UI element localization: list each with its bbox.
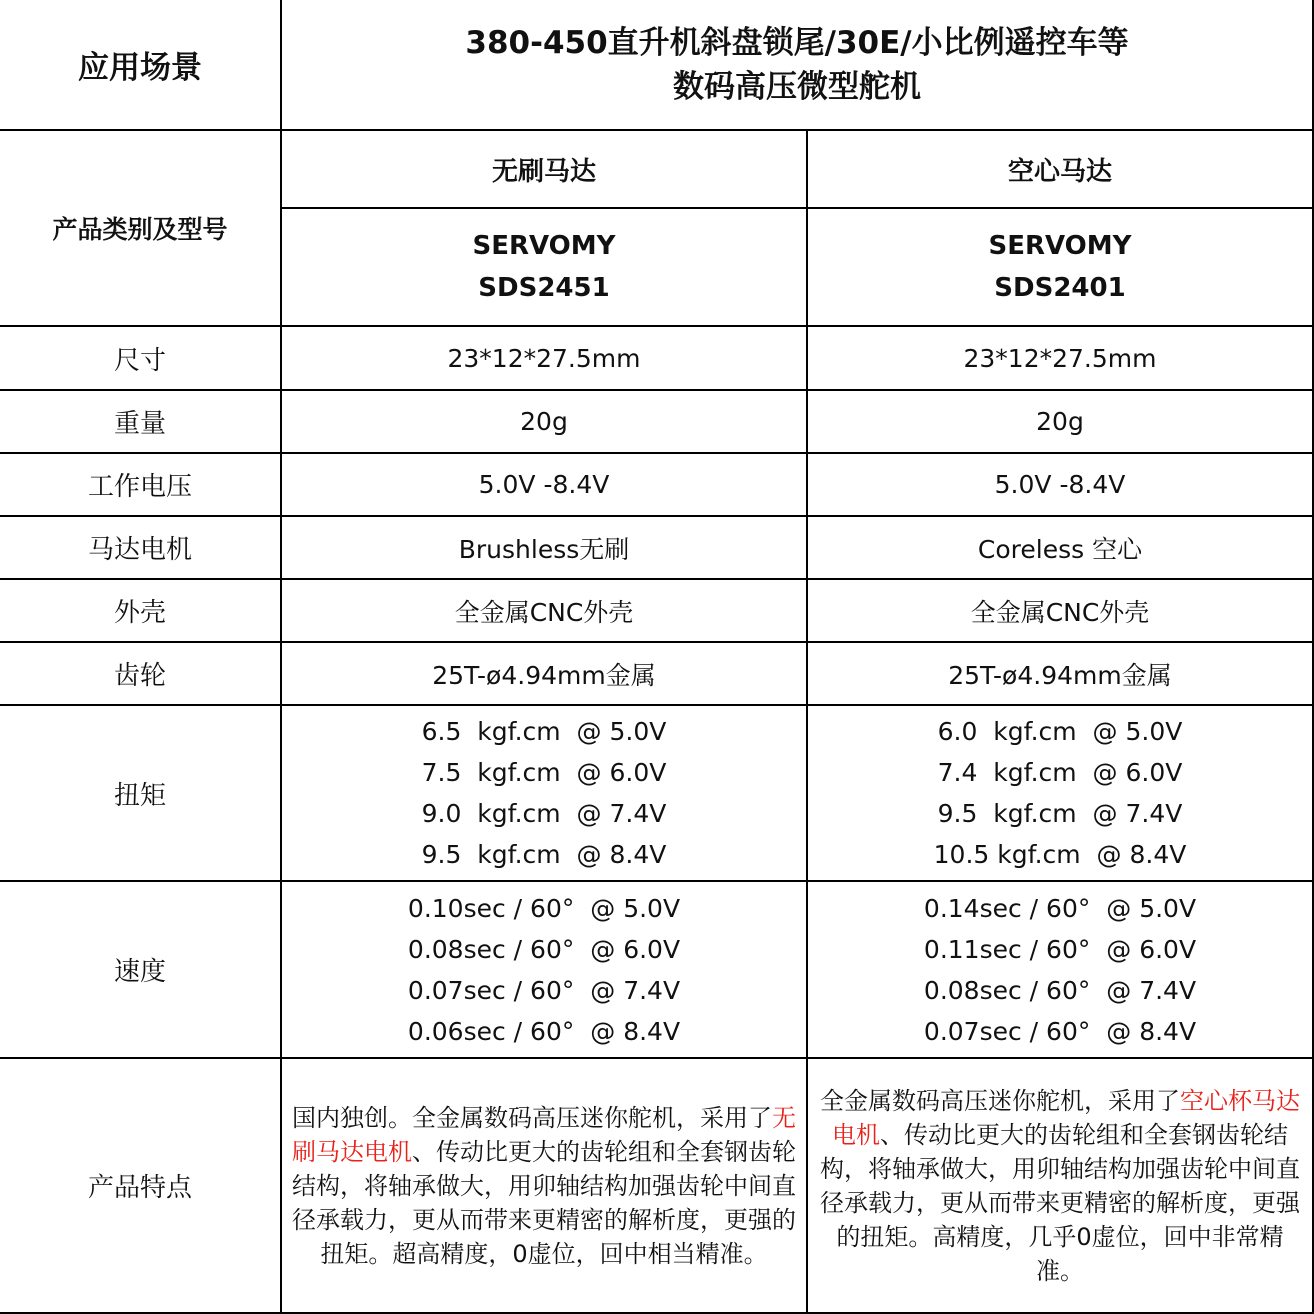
motor-type-row — [0, 130, 1313, 208]
col1-voltage: 5.0V -8.4V — [281, 453, 807, 516]
col2-speed-1: 0.14sec / 60° @ 5.0V — [923, 893, 1197, 923]
col1-speed-1: 0.10sec / 60° @ 5.0V — [407, 893, 681, 923]
title-line-1: 380-450直升机斜盘锁尾/30E/小比例遥控车等 — [465, 24, 1129, 61]
title-line-2: 数码高压微型舵机 — [673, 68, 921, 105]
features-label: 产品特点 — [0, 1058, 281, 1313]
col2-voltage: 5.0V -8.4V — [807, 453, 1313, 516]
col2-torque-4: 10.5 kgf.cm @ 8.4V — [933, 840, 1187, 869]
speed-row — [0, 881, 1313, 1058]
col1-torque-3: 9.0 kgf.cm @ 7.4V — [421, 799, 667, 828]
col1-size: 23*12*27.5mm — [281, 326, 807, 390]
col1-torque-2: 7.5 kgf.cm @ 6.0V — [421, 758, 667, 787]
voltage-label: 工作电压 — [0, 453, 281, 516]
motor-label: 马达电机 — [0, 516, 281, 579]
col2-speed — [807, 881, 1313, 1058]
col2-speed-2: 0.11sec / 60° @ 6.0V — [923, 934, 1197, 964]
col2-torque — [807, 705, 1313, 881]
col2-model — [807, 208, 1313, 326]
col2-speed-3: 0.08sec / 60° @ 7.4V — [923, 975, 1197, 1005]
col2-torque-1: 6.0 kgf.cm @ 5.0V — [937, 717, 1183, 746]
motor-row — [0, 516, 1313, 579]
voltage-row — [0, 453, 1313, 516]
col2-model-number: SDS2401 — [994, 273, 1126, 303]
col1-gear: 25T-ø4.94mm金属 — [281, 642, 807, 705]
header-row — [0, 0, 1313, 130]
col1-features — [281, 1058, 807, 1313]
col2-speed-4: 0.07sec / 60° @ 8.4V — [923, 1016, 1197, 1046]
weight-label: 重量 — [0, 390, 281, 453]
col2-gear: 25T-ø4.94mm金属 — [807, 642, 1313, 705]
speed-label: 速度 — [0, 881, 281, 1058]
scenario-title — [281, 0, 1313, 130]
col2-torque-3: 9.5 kgf.cm @ 7.4V — [937, 799, 1183, 828]
col2-weight: 20g — [807, 390, 1313, 453]
weight-row — [0, 390, 1313, 453]
features-row — [0, 1058, 1313, 1313]
case-row — [0, 579, 1313, 642]
col1-case: 全金属CNC外壳 — [281, 579, 807, 642]
col1-features-highlight: 无刷马达电机 — [292, 1103, 796, 1166]
col1-speed — [281, 881, 807, 1058]
col2-torque-2: 7.4 kgf.cm @ 6.0V — [937, 758, 1183, 787]
col1-torque-4: 9.5 kgf.cm @ 8.4V — [421, 840, 667, 869]
col2-size: 23*12*27.5mm — [807, 326, 1313, 390]
col1-speed-3: 0.07sec / 60° @ 7.4V — [407, 975, 681, 1005]
gear-label: 齿轮 — [0, 642, 281, 705]
torque-label: 扭矩 — [0, 705, 281, 881]
case-label: 外壳 — [0, 579, 281, 642]
col1-features-post: 、传动比更大的齿轮组和全套钢齿轮结构，将轴承做大，用卯轴结构加强齿轮中间直径承载力，更从而带来更精密的解析度，更强的扭矩。超高精度，0虚位，回中相当精准。 — [292, 1137, 796, 1268]
col2-brand: SERVOMY — [988, 231, 1132, 261]
size-label: 尺寸 — [0, 326, 281, 390]
col1-motor: Brushless无刷 — [281, 516, 807, 579]
gear-row — [0, 642, 1313, 705]
scenario-label: 应用场景 — [0, 0, 281, 130]
col2-features-pre: 全金属数码高压迷你舵机，采用了 — [820, 1086, 1180, 1115]
col1-model — [281, 208, 807, 326]
product-label: 产品类别及型号 — [0, 130, 281, 326]
torque-row — [0, 705, 1313, 881]
col2-motor: Coreless 空心 — [807, 516, 1313, 579]
col1-weight: 20g — [281, 390, 807, 453]
col1-torque — [281, 705, 807, 881]
col2-features-highlight: 空心杯马达电机 — [832, 1086, 1300, 1149]
size-row — [0, 326, 1313, 390]
col1-torque-1: 6.5 kgf.cm @ 5.0V — [421, 717, 667, 746]
col1-speed-2: 0.08sec / 60° @ 6.0V — [407, 934, 681, 964]
col2-motor-type: 空心马达 — [807, 130, 1313, 208]
col2-features-post: 、传动比更大的齿轮组和全套钢齿轮结构，将轴承做大，用卯轴结构加强齿轮中间直径承载力，更从而带来更精密的解析度，更强的扭矩。高精度，几乎0虚位，回中非常精准。 — [820, 1120, 1300, 1285]
col1-speed-4: 0.06sec / 60° @ 8.4V — [407, 1016, 681, 1046]
col1-brand: SERVOMY — [472, 231, 616, 261]
col1-motor-type: 无刷马达 — [281, 130, 807, 208]
col2-features — [807, 1058, 1313, 1313]
col2-case: 全金属CNC外壳 — [807, 579, 1313, 642]
col1-features-pre: 国内独创。全金属数码高压迷你舵机，采用了 — [292, 1103, 772, 1132]
col1-model-number: SDS2451 — [478, 273, 610, 303]
